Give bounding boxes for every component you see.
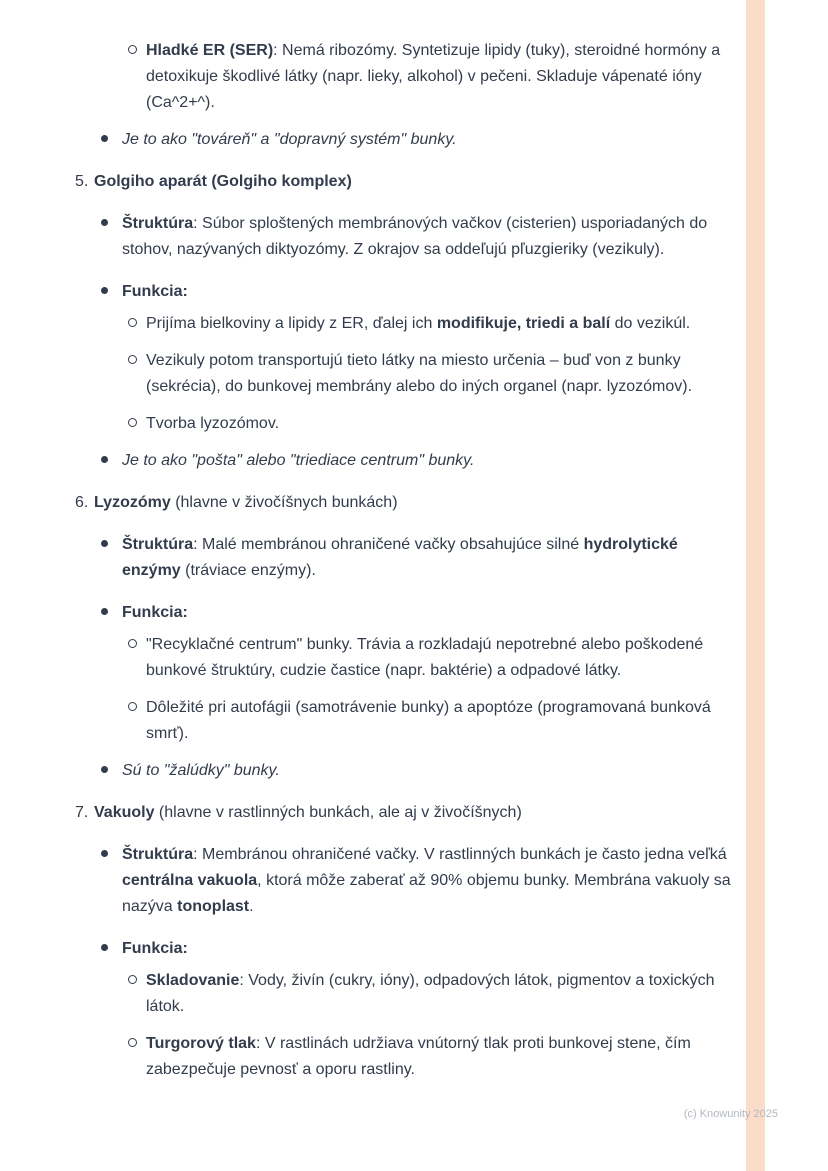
list-item-text: Štruktúra: Membránou ohraničené vačky. V rastlinných bunkách je často jedna veľká centrálna vakuola, ktorá môže zaberať až 90% objemu bunky. Membrána vakuoly sa nazýva tonoplast. [122,846,731,915]
circle-bullet-icon [128,38,146,116]
list-item-text: Hladké ER (SER): Nemá ribozómy. Syntetizuje lipidy (tuky), steroidné hormóny a detoxikuje škodlivé látky (napr. lieky, alkohol) v pečeni. Skladuje vápenaté ióny (Ca^2+^). [146,42,721,111]
list-item [0,600,737,626]
notes-content [0,38,737,1094]
list-item-text: Lyzozómy (hlavne v živočíšnych bunkách) [94,494,398,511]
circle-bullet-icon [128,695,146,747]
list-item-text: Golgiho aparát (Golgiho komplex) [94,173,352,190]
list-item [0,127,737,153]
list-item-text: Skladovanie: Vody, živín (cukry, ióny), odpadových látok, pigmentov a toxických látok. [146,972,715,1015]
list-item-text: Vezikuly potom transportujú tieto látky na miesto určenia – buď von z bunky (sekrécia), do bunkovej membrány alebo do iných organel (napr. lyzozómov). [146,352,693,395]
list-item-text: Štruktúra: Súbor sploštených membránových vačkov (cisterien) usporiadaných do stohov, nazývaných diktyozómy. Z okrajov sa oddeľujú pľuzgieriky (vezikuly). [122,215,708,258]
list-item [0,311,737,337]
list-item-text: Funkcia: [122,283,188,300]
list-item [0,968,737,1020]
list-item-text: Je to ako "továreň" a "dopravný systém" bunky. [122,131,457,148]
circle-bullet-icon [128,348,146,400]
list-item [0,448,737,474]
list-item-text: Tvorba lyzozómov. [146,415,280,432]
list-item [0,169,737,195]
list-item-text: Štruktúra: Malé membránou ohraničené vačky obsahujúce silné hydrolytické enzýmy (tráviace enzýmy). [122,536,678,579]
list-item [0,936,737,962]
list-item-text: "Recyklačné centrum" bunky. Trávia a rozkladajú nepotrebné alebo poškodené bunkové štruktúry, cudzie častice (napr. baktérie) a odpadové látky. [146,636,704,679]
list-item [0,758,737,784]
list-item [0,279,737,305]
list-item-text: Je to ako "pošta" alebo "triediace centrum" bunky. [122,452,475,469]
list-item-text: Funkcia: [122,940,188,957]
circle-bullet-icon [128,968,146,1020]
circle-bullet-icon [128,1031,146,1083]
list-number: 7. [75,804,89,821]
list-item [0,695,737,747]
list-item-text: Dôležité pri autofágii (samotrávenie bunky) a apoptóze (programovaná bunková smrť). [146,699,711,742]
list-item-text: Funkcia: [122,604,188,621]
disc-bullet-icon [101,600,122,626]
list-item [0,632,737,684]
disc-bullet-icon [101,211,122,263]
list-item [0,490,737,516]
list-item [0,842,737,920]
disc-bullet-icon [101,842,122,920]
circle-bullet-icon [128,311,146,337]
list-item [0,532,737,584]
list-item [0,348,737,400]
list-number: 5. [75,173,89,190]
list-item [0,411,737,437]
disc-bullet-icon [101,279,122,305]
disc-bullet-icon [101,532,122,584]
list-item-text: Prijíma bielkoviny a lipidy z ER, ďalej ich modifikuje, triedi a balí do vezikúl. [146,315,691,332]
list-item [0,211,737,263]
circle-bullet-icon [128,411,146,437]
disc-bullet-icon [101,758,122,784]
list-item [0,800,737,826]
list-item [0,38,737,116]
list-item-text: Turgorový tlak: V rastlinách udržiava vnútorný tlak proti bunkovej stene, čím zabezpečuje pevnosť a oporu rastliny. [146,1035,691,1078]
circle-bullet-icon [128,632,146,684]
list-number: 6. [75,494,89,511]
list-item-text: Vakuoly (hlavne v rastlinných bunkách, ale aj v živočíšnych) [94,804,522,821]
watermark: (c) Knowunity 2025 [683,1108,778,1120]
page-edge-stripe [746,0,765,1171]
list-item [0,1031,737,1083]
list-item-text: Sú to "žalúdky" bunky. [122,762,280,779]
disc-bullet-icon [101,936,122,962]
disc-bullet-icon [101,127,122,153]
disc-bullet-icon [101,448,122,474]
